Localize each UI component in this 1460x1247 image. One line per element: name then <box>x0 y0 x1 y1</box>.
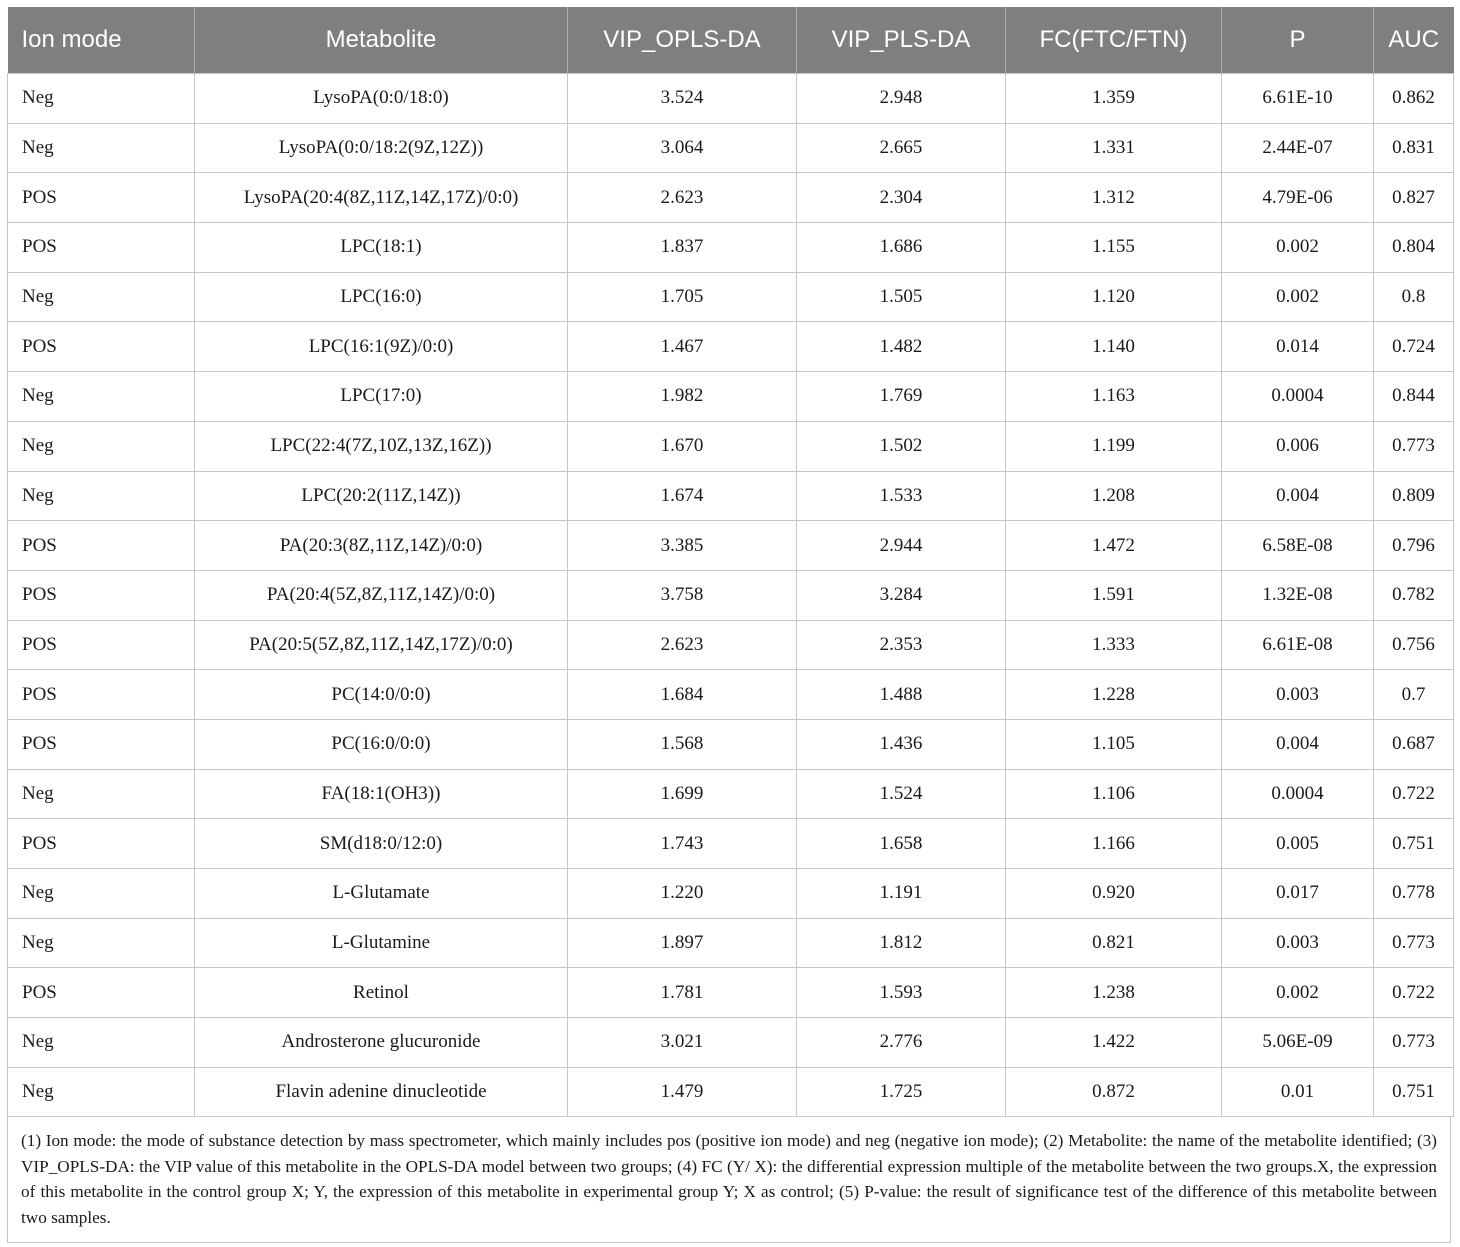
cell-auc: 0.724 <box>1374 322 1454 372</box>
cell-metabolite: PA(20:5(5Z,8Z,11Z,14Z,17Z)/0:0) <box>195 620 568 670</box>
table-footnote: (1) Ion mode: the mode of substance detection by mass spectrometer, which mainly includes pos (positive ion mode) and neg (negative ion mode); (2) Metabolite: the name of the metabolite identified; (3) VIP_OPLS-DA: the VIP value of this metabolite in the OPLS-DA model between two groups; (4) FC (Y/ X): the differential expression multiple of the metabolite between the two groups.X, the expression of this metabolite in the control group X; Y, the expression of this metabolite in experimental group Y; X as control; (5) P-value: the result of significance test of the difference of this metabolite between two samples. <box>7 1117 1451 1243</box>
table-row <box>8 918 1454 968</box>
cell-fc: 1.163 <box>1006 372 1222 422</box>
cell-fc: 1.106 <box>1006 769 1222 819</box>
cell-ion-mode: Neg <box>8 1018 195 1068</box>
cell-metabolite: PA(20:4(5Z,8Z,11Z,14Z)/0:0) <box>195 570 568 620</box>
cell-vip-opls-da: 1.837 <box>568 223 797 273</box>
cell-ion-mode: Neg <box>8 471 195 521</box>
cell-metabolite: PA(20:3(8Z,11Z,14Z)/0:0) <box>195 521 568 571</box>
table-row <box>8 968 1454 1018</box>
cell-auc: 0.756 <box>1374 620 1454 670</box>
cell-ion-mode: POS <box>8 719 195 769</box>
cell-p: 0.0004 <box>1222 769 1374 819</box>
cell-auc: 0.687 <box>1374 719 1454 769</box>
cell-ion-mode: Neg <box>8 918 195 968</box>
cell-metabolite: Androsterone glucuronide <box>195 1018 568 1068</box>
cell-vip-opls-da: 1.684 <box>568 670 797 720</box>
cell-vip-pls-da: 1.725 <box>797 1067 1006 1117</box>
metabolite-table <box>7 7 1454 1117</box>
cell-p: 6.61E-08 <box>1222 620 1374 670</box>
cell-fc: 1.591 <box>1006 570 1222 620</box>
cell-vip-opls-da: 1.479 <box>568 1067 797 1117</box>
cell-p: 5.06E-09 <box>1222 1018 1374 1068</box>
cell-p: 0.004 <box>1222 719 1374 769</box>
cell-fc: 0.920 <box>1006 869 1222 919</box>
table-row <box>8 74 1454 124</box>
cell-vip-opls-da: 3.524 <box>568 74 797 124</box>
cell-p: 2.44E-07 <box>1222 123 1374 173</box>
cell-vip-pls-da: 3.284 <box>797 570 1006 620</box>
cell-vip-opls-da: 3.758 <box>568 570 797 620</box>
cell-vip-pls-da: 2.304 <box>797 173 1006 223</box>
cell-vip-opls-da: 3.385 <box>568 521 797 571</box>
cell-fc: 1.140 <box>1006 322 1222 372</box>
cell-vip-pls-da: 2.665 <box>797 123 1006 173</box>
cell-metabolite: SM(d18:0/12:0) <box>195 819 568 869</box>
cell-ion-mode: Neg <box>8 1067 195 1117</box>
cell-vip-opls-da: 1.699 <box>568 769 797 819</box>
cell-metabolite: LPC(20:2(11Z,14Z)) <box>195 471 568 521</box>
cell-fc: 1.238 <box>1006 968 1222 1018</box>
cell-vip-pls-da: 1.191 <box>797 869 1006 919</box>
table-row <box>8 521 1454 571</box>
cell-fc: 1.312 <box>1006 173 1222 223</box>
cell-auc: 0.809 <box>1374 471 1454 521</box>
cell-p: 0.006 <box>1222 421 1374 471</box>
cell-fc: 1.472 <box>1006 521 1222 571</box>
cell-vip-opls-da: 1.897 <box>568 918 797 968</box>
cell-vip-opls-da: 3.021 <box>568 1018 797 1068</box>
cell-vip-opls-da: 3.064 <box>568 123 797 173</box>
cell-metabolite: LPC(17:0) <box>195 372 568 422</box>
cell-vip-opls-da: 2.623 <box>568 620 797 670</box>
cell-fc: 1.166 <box>1006 819 1222 869</box>
cell-auc: 0.804 <box>1374 223 1454 273</box>
cell-metabolite: LPC(16:1(9Z)/0:0) <box>195 322 568 372</box>
cell-ion-mode: Neg <box>8 123 195 173</box>
cell-metabolite: LPC(16:0) <box>195 272 568 322</box>
cell-vip-pls-da: 1.769 <box>797 372 1006 422</box>
cell-ion-mode: Neg <box>8 74 195 124</box>
cell-vip-opls-da: 1.220 <box>568 869 797 919</box>
cell-ion-mode: POS <box>8 173 195 223</box>
cell-p: 0.017 <box>1222 869 1374 919</box>
cell-metabolite: LPC(18:1) <box>195 223 568 273</box>
cell-auc: 0.8 <box>1374 272 1454 322</box>
table-header <box>8 7 1454 74</box>
metabolite-table-container <box>7 7 1453 1243</box>
cell-fc: 1.155 <box>1006 223 1222 273</box>
table-row <box>8 372 1454 422</box>
cell-vip-pls-da: 1.593 <box>797 968 1006 1018</box>
cell-p: 0.002 <box>1222 272 1374 322</box>
cell-fc: 1.105 <box>1006 719 1222 769</box>
cell-ion-mode: Neg <box>8 769 195 819</box>
table-row <box>8 769 1454 819</box>
cell-auc: 0.782 <box>1374 570 1454 620</box>
cell-vip-opls-da: 2.623 <box>568 173 797 223</box>
cell-metabolite: LPC(22:4(7Z,10Z,13Z,16Z)) <box>195 421 568 471</box>
cell-metabolite: PC(16:0/0:0) <box>195 719 568 769</box>
cell-auc: 0.773 <box>1374 918 1454 968</box>
cell-metabolite: L-Glutamine <box>195 918 568 968</box>
cell-vip-pls-da: 1.505 <box>797 272 1006 322</box>
cell-ion-mode: Neg <box>8 372 195 422</box>
cell-metabolite: L-Glutamate <box>195 869 568 919</box>
cell-ion-mode: POS <box>8 968 195 1018</box>
table-row <box>8 421 1454 471</box>
cell-fc: 1.422 <box>1006 1018 1222 1068</box>
cell-auc: 0.751 <box>1374 819 1454 869</box>
table-row <box>8 123 1454 173</box>
cell-metabolite: FA(18:1(OH3)) <box>195 769 568 819</box>
cell-auc: 0.722 <box>1374 968 1454 1018</box>
cell-vip-opls-da: 1.568 <box>568 719 797 769</box>
cell-vip-pls-da: 2.948 <box>797 74 1006 124</box>
cell-p: 1.32E-08 <box>1222 570 1374 620</box>
header-ion-mode: Ion mode <box>8 7 195 74</box>
table-row <box>8 620 1454 670</box>
cell-metabolite: LysoPA(0:0/18:0) <box>195 74 568 124</box>
cell-auc: 0.862 <box>1374 74 1454 124</box>
cell-vip-pls-da: 1.436 <box>797 719 1006 769</box>
table-row <box>8 719 1454 769</box>
cell-ion-mode: Neg <box>8 272 195 322</box>
header-vip-pls-da: VIP_PLS-DA <box>797 7 1006 74</box>
header-metabolite: Metabolite <box>195 7 568 74</box>
cell-auc: 0.844 <box>1374 372 1454 422</box>
cell-ion-mode: POS <box>8 620 195 670</box>
cell-auc: 0.7 <box>1374 670 1454 720</box>
cell-vip-pls-da: 1.533 <box>797 471 1006 521</box>
cell-vip-opls-da: 1.781 <box>568 968 797 1018</box>
cell-p: 6.61E-10 <box>1222 74 1374 124</box>
table-row <box>8 869 1454 919</box>
cell-vip-pls-da: 1.502 <box>797 421 1006 471</box>
cell-vip-opls-da: 1.743 <box>568 819 797 869</box>
cell-p: 0.014 <box>1222 322 1374 372</box>
cell-vip-opls-da: 1.467 <box>568 322 797 372</box>
cell-metabolite: LysoPA(20:4(8Z,11Z,14Z,17Z)/0:0) <box>195 173 568 223</box>
cell-vip-pls-da: 1.488 <box>797 670 1006 720</box>
cell-vip-pls-da: 2.776 <box>797 1018 1006 1068</box>
header-row <box>8 7 1454 74</box>
cell-auc: 0.778 <box>1374 869 1454 919</box>
table-row <box>8 670 1454 720</box>
cell-auc: 0.796 <box>1374 521 1454 571</box>
cell-fc: 1.331 <box>1006 123 1222 173</box>
table-row <box>8 1067 1454 1117</box>
cell-vip-pls-da: 1.812 <box>797 918 1006 968</box>
cell-p: 0.0004 <box>1222 372 1374 422</box>
cell-fc: 0.821 <box>1006 918 1222 968</box>
cell-auc: 0.831 <box>1374 123 1454 173</box>
cell-p: 0.003 <box>1222 670 1374 720</box>
cell-p: 4.79E-06 <box>1222 173 1374 223</box>
cell-auc: 0.827 <box>1374 173 1454 223</box>
cell-ion-mode: POS <box>8 570 195 620</box>
cell-p: 0.002 <box>1222 968 1374 1018</box>
header-fc: FC(FTC/FTN) <box>1006 7 1222 74</box>
table-row <box>8 322 1454 372</box>
cell-vip-pls-da: 2.353 <box>797 620 1006 670</box>
cell-ion-mode: Neg <box>8 421 195 471</box>
cell-metabolite: PC(14:0/0:0) <box>195 670 568 720</box>
cell-auc: 0.722 <box>1374 769 1454 819</box>
header-auc: AUC <box>1374 7 1454 74</box>
cell-vip-pls-da: 1.686 <box>797 223 1006 273</box>
table-row <box>8 570 1454 620</box>
cell-p: 6.58E-08 <box>1222 521 1374 571</box>
cell-fc: 0.872 <box>1006 1067 1222 1117</box>
header-vip-opls-da: VIP_OPLS-DA <box>568 7 797 74</box>
cell-vip-opls-da: 1.705 <box>568 272 797 322</box>
cell-fc: 1.199 <box>1006 421 1222 471</box>
cell-metabolite: Flavin adenine dinucleotide <box>195 1067 568 1117</box>
cell-ion-mode: POS <box>8 322 195 372</box>
cell-p: 0.003 <box>1222 918 1374 968</box>
header-p: P <box>1222 7 1374 74</box>
cell-metabolite: LysoPA(0:0/18:2(9Z,12Z)) <box>195 123 568 173</box>
cell-ion-mode: POS <box>8 223 195 273</box>
cell-fc: 1.359 <box>1006 74 1222 124</box>
cell-fc: 1.120 <box>1006 272 1222 322</box>
cell-auc: 0.751 <box>1374 1067 1454 1117</box>
cell-vip-opls-da: 1.982 <box>568 372 797 422</box>
cell-vip-pls-da: 1.658 <box>797 819 1006 869</box>
cell-p: 0.002 <box>1222 223 1374 273</box>
cell-vip-pls-da: 1.524 <box>797 769 1006 819</box>
cell-ion-mode: POS <box>8 819 195 869</box>
table-row <box>8 1018 1454 1068</box>
cell-p: 0.005 <box>1222 819 1374 869</box>
cell-p: 0.01 <box>1222 1067 1374 1117</box>
cell-fc: 1.228 <box>1006 670 1222 720</box>
table-row <box>8 272 1454 322</box>
cell-auc: 0.773 <box>1374 1018 1454 1068</box>
cell-vip-pls-da: 2.944 <box>797 521 1006 571</box>
cell-metabolite: Retinol <box>195 968 568 1018</box>
cell-vip-opls-da: 1.674 <box>568 471 797 521</box>
cell-fc: 1.208 <box>1006 471 1222 521</box>
cell-ion-mode: POS <box>8 670 195 720</box>
cell-p: 0.004 <box>1222 471 1374 521</box>
table-row <box>8 223 1454 273</box>
cell-auc: 0.773 <box>1374 421 1454 471</box>
table-body <box>8 74 1454 1117</box>
table-row <box>8 819 1454 869</box>
cell-fc: 1.333 <box>1006 620 1222 670</box>
cell-vip-pls-da: 1.482 <box>797 322 1006 372</box>
table-row <box>8 471 1454 521</box>
cell-vip-opls-da: 1.670 <box>568 421 797 471</box>
cell-ion-mode: POS <box>8 521 195 571</box>
cell-ion-mode: Neg <box>8 869 195 919</box>
table-row <box>8 173 1454 223</box>
